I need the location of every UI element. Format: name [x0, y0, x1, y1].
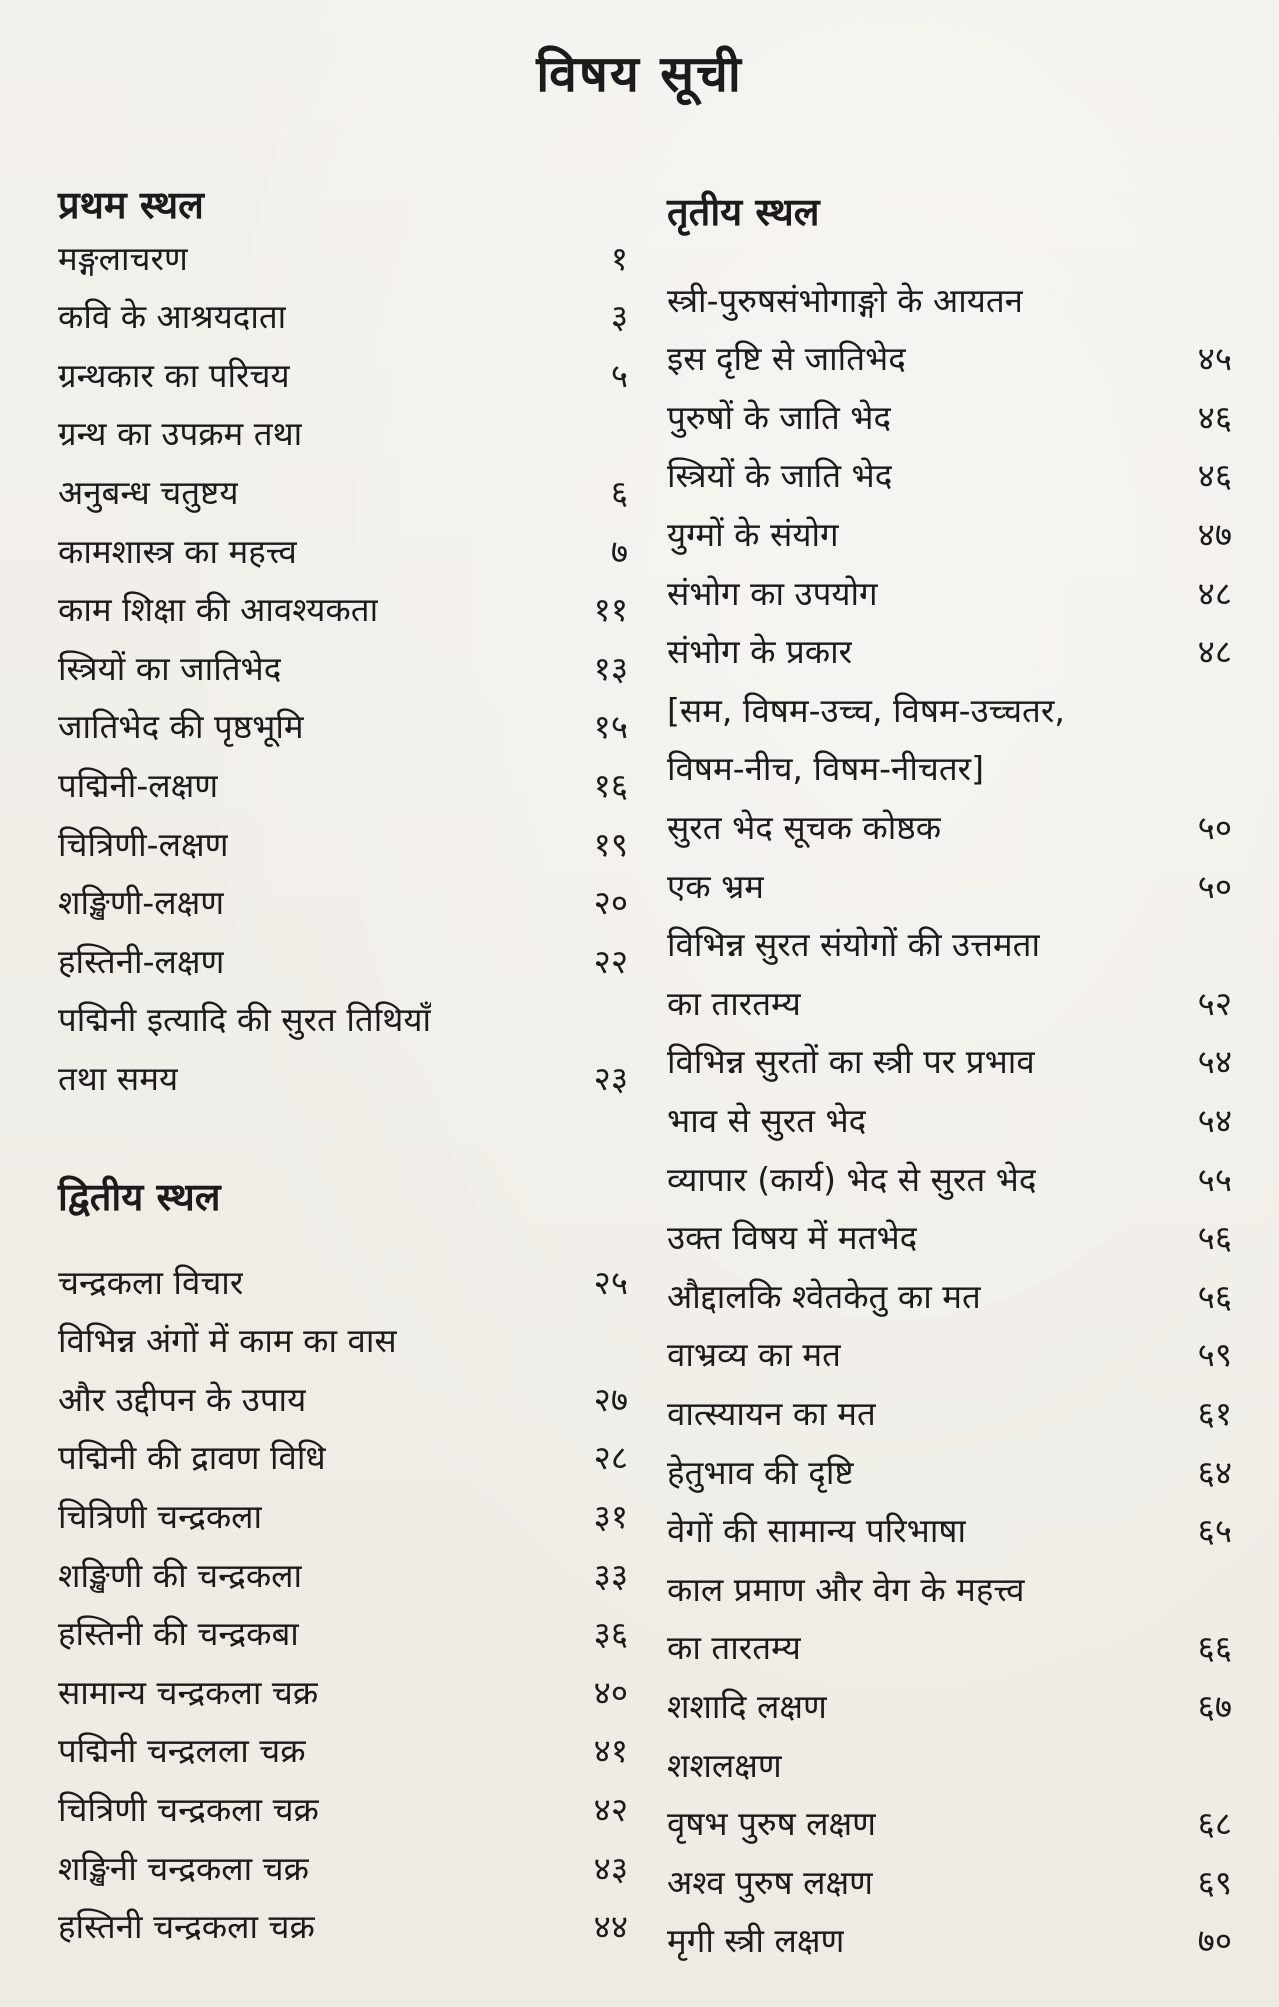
toc-entry-title: चित्रिणी चन्द्रकला चक्र: [58, 1789, 319, 1829]
toc-entry: [667, 1852, 1232, 1910]
toc-entry-title: स्त्रियों का जातिभेद: [58, 648, 282, 688]
toc-entry: [58, 1311, 628, 1369]
toc-entry-title: का तारतम्य: [667, 1628, 801, 1668]
toc-entry-title: वात्स्यायन का मत: [667, 1393, 876, 1433]
toc-entry: [58, 462, 628, 520]
toc-entry-page-number: ४३: [593, 1848, 628, 1888]
toc-entry: [667, 1325, 1232, 1383]
toc-entry-page-number: ५४: [1197, 1100, 1232, 1140]
toc-entry-page-number: ५२: [1197, 983, 1232, 1023]
toc-entry-title: विषम-नीच, विषम-नीचतर]: [667, 749, 985, 789]
toc-entry-title: मङ्गलाचरण: [58, 238, 188, 278]
toc-entry: [58, 1779, 628, 1837]
toc-entry: [667, 622, 1232, 680]
toc-entry: [58, 1486, 628, 1544]
toc-entry-title: सुरत भेद सूचक कोष्ठक: [667, 807, 942, 847]
toc-entry-page-number: ६१: [1197, 1393, 1232, 1433]
toc-entry: [58, 638, 628, 696]
toc-entry-title: हेतुभाव की दृष्टि: [667, 1452, 854, 1492]
toc-entry: [58, 931, 628, 989]
toc-entry: [58, 345, 628, 403]
toc-entry: [667, 1383, 1232, 1441]
toc-entry: [667, 973, 1232, 1031]
toc-entry-page-number: ५०: [1197, 866, 1232, 906]
toc-entry-title: वृषभ पुरुष लक्षण: [667, 1804, 877, 1844]
toc-entry-page-number: ५६: [1197, 1276, 1232, 1316]
toc-entry-title: औद्दालकि श्वेतकेतु का मत: [667, 1276, 981, 1316]
toc-entry: [667, 1032, 1232, 1090]
toc-entry-title: शशलक्षण: [667, 1745, 782, 1785]
toc-entry-title: विभिन्न सुरत संयोगों की उत्तमता: [667, 925, 1041, 965]
toc-entry-title: वाभ्रव्य का मत: [667, 1335, 841, 1375]
toc-entry-title: पद्मिनी-लक्षण: [58, 765, 219, 805]
toc-entry-page-number: ६८: [1197, 1804, 1232, 1844]
toc-entry: [58, 521, 628, 579]
toc-entry-page-number: ४६: [1197, 397, 1232, 437]
toc-entry: [58, 873, 628, 931]
toc-entry-page-number: ६४: [1197, 1452, 1232, 1492]
toc-entry-page-number: ५६: [1197, 1218, 1232, 1258]
toc-entry-title: और उद्दीपन के उपाय: [58, 1379, 307, 1419]
toc-entry-title: वेगों की सामान्य परिभाषा: [667, 1511, 967, 1551]
toc-entry-page-number: ४१: [593, 1731, 628, 1771]
toc-entry-title: [सम, विषम-उच्च, विषम-उच्चतर,: [667, 690, 1065, 730]
toc-entry: [667, 1676, 1232, 1734]
toc-entry-page-number: ५०: [1197, 807, 1232, 847]
toc-entry-page-number: ४८: [1197, 632, 1232, 672]
toc-entry-title: पद्मिनी इत्यादि की सुरत तिथियाँ: [58, 1000, 432, 1040]
toc-entry-page-number: २८: [593, 1438, 628, 1478]
toc-entry: [58, 1721, 628, 1779]
toc-entry-title: युग्मों के संयोग: [667, 514, 839, 554]
toc-entry-title: शङ्खिणी-लक्षण: [58, 883, 225, 923]
toc-entry-page-number: ४४: [593, 1907, 628, 1947]
toc-entry-page-number: २७: [593, 1379, 628, 1419]
toc-entry: [58, 990, 628, 1048]
toc-entry-page-number: ५९: [1197, 1335, 1232, 1375]
toc-entry: [667, 446, 1232, 504]
toc-entry: [667, 915, 1232, 973]
toc-entry-title: भाव से सुरत भेद: [667, 1100, 867, 1140]
toc-entry-page-number: ४८: [1197, 573, 1232, 613]
section-heading: प्रथम स्थल: [58, 183, 204, 227]
toc-entry-title: सामान्य चन्द्रकला चक्र: [58, 1672, 319, 1712]
toc-entry: [58, 1048, 628, 1106]
toc-entry: [667, 1149, 1232, 1207]
toc-entry: [667, 1442, 1232, 1500]
toc-entry-title: शङ्खिनी चन्द्रकला चक्र: [58, 1848, 309, 1888]
toc-entry-title: स्त्रियों के जाति भेद: [667, 456, 893, 496]
toc-entry: [58, 1604, 628, 1662]
toc-entry-page-number: ७: [610, 531, 628, 571]
toc-entry: [58, 287, 628, 345]
toc-entry-title: ग्रन्थकार का परिचय: [58, 355, 290, 395]
toc-entry-title: चित्रिणी-लक्षण: [58, 824, 229, 864]
toc-entry-page-number: ६९: [1197, 1862, 1232, 1902]
toc-entry-page-number: १३: [593, 648, 628, 688]
toc-entry-page-number: ३१: [593, 1496, 628, 1536]
toc-entry-page-number: ५: [610, 355, 628, 395]
toc-entry: [58, 1662, 628, 1720]
toc-entry-title: मृगी स्त्री लक्षण: [667, 1921, 845, 1961]
toc-entry-title: शङ्खिणी की चन्द्रकला: [58, 1555, 303, 1595]
toc-entry-title: काल प्रमाण और वेग के महत्त्व: [667, 1569, 1025, 1609]
toc-entry: [667, 797, 1232, 855]
toc-entry: [667, 329, 1232, 387]
toc-entry: [667, 739, 1232, 797]
toc-entry-page-number: ३३: [593, 1555, 628, 1595]
toc-entry: [667, 856, 1232, 914]
toc-entry-title: कवि के आश्रयदाता: [58, 297, 287, 337]
toc-entry: [58, 814, 628, 872]
toc-entry-page-number: ५४: [1197, 1042, 1232, 1082]
toc-entry-page-number: २०: [593, 883, 628, 923]
toc-entry-page-number: २५: [593, 1262, 628, 1302]
toc-entry: [58, 580, 628, 638]
toc-entry: [667, 504, 1232, 562]
toc-entry-title: हस्तिनी की चन्द्रकबा: [58, 1614, 299, 1654]
toc-entry-page-number: ३: [610, 297, 628, 337]
toc-entry: [667, 563, 1232, 621]
toc-entry-title: एक भ्रम: [667, 866, 765, 906]
toc-entry: [667, 1794, 1232, 1852]
toc-entry: [667, 1090, 1232, 1148]
toc-entry: [58, 228, 628, 286]
toc-entry: [667, 680, 1232, 738]
toc-entry-page-number: ७०: [1197, 1921, 1232, 1961]
toc-entry: [58, 1897, 628, 1955]
toc-entry-page-number: १९: [593, 824, 628, 864]
toc-entry-title: स्त्री-पुरुषसंभोगाङ्गो के आयतन: [667, 280, 1023, 320]
toc-entry-title: पुरुषों के जाति भेद: [667, 397, 892, 437]
toc-entry: [58, 404, 628, 462]
toc-entry-page-number: ६७: [1197, 1686, 1232, 1726]
toc-entry: [58, 1252, 628, 1310]
toc-entry-title: काम शिक्षा की आवश्यकता: [58, 590, 379, 630]
toc-entry-title: चित्रिणी चन्द्रकला: [58, 1496, 263, 1536]
toc-entry: [58, 1428, 628, 1486]
toc-entry-page-number: ६५: [1197, 1511, 1232, 1551]
toc-entry: [58, 1838, 628, 1896]
toc-entry-title: हस्तिनी-लक्षण: [58, 941, 225, 981]
toc-entry-title: संभोग का उपयोग: [667, 573, 878, 613]
toc-entry-title: अनुबन्ध चतुष्टय: [58, 472, 239, 512]
toc-entry-title: तथा समय: [58, 1058, 179, 1098]
toc-entry-title: शशादि लक्षण: [667, 1686, 827, 1726]
toc-entry-title: इस दृष्टि से जातिभेद: [667, 339, 906, 379]
toc-entry-page-number: ११: [593, 590, 628, 630]
toc-entry-title: चन्द्रकला विचार: [58, 1262, 244, 1302]
toc-entry-title: पद्मिनी चन्द्रलला चक्र: [58, 1731, 306, 1771]
toc-entry: [667, 387, 1232, 445]
section-heading: द्वितीय स्थल: [58, 1175, 221, 1219]
page-title: विषय सूची: [536, 45, 743, 103]
toc-entry-title: अश्व पुरुष लक्षण: [667, 1862, 874, 1902]
toc-entry-title: उक्त विषय में मतभेद: [667, 1218, 918, 1258]
toc-entry-page-number: १६: [593, 765, 628, 805]
toc-entry: [667, 1618, 1232, 1676]
toc-entry: [58, 697, 628, 755]
toc-entry-title: पद्मिनी की द्रावण विधि: [58, 1438, 326, 1478]
toc-entry-page-number: ५५: [1197, 1159, 1232, 1199]
toc-entry-title: ग्रन्थ का उपक्रम तथा: [58, 414, 303, 454]
toc-entry-page-number: ४२: [593, 1789, 628, 1829]
toc-entry-page-number: ३६: [593, 1614, 628, 1654]
section-heading: तृतीय स्थल: [667, 190, 820, 234]
toc-entry: [58, 755, 628, 813]
toc-entry-page-number: ६६: [1197, 1628, 1232, 1668]
toc-entry-page-number: २२: [593, 941, 628, 981]
toc-entry-title: विभिन्न सुरतों का स्त्री पर प्रभाव: [667, 1042, 1035, 1082]
toc-entry-page-number: ४५: [1197, 339, 1232, 379]
toc-entry-title: का तारतम्य: [667, 983, 801, 1023]
toc-entry-page-number: ६: [610, 472, 628, 512]
toc-entry-title: विभिन्न अंगों में काम का वास: [58, 1321, 397, 1361]
toc-entry: [58, 1545, 628, 1603]
toc-entry: [58, 1369, 628, 1427]
toc-entry-page-number: १: [610, 238, 628, 278]
toc-entry: [667, 1208, 1232, 1266]
toc-entry-page-number: १५: [593, 707, 628, 747]
toc-entry: [667, 1559, 1232, 1617]
toc-entry: [667, 1501, 1232, 1559]
toc-entry-page-number: ४०: [593, 1672, 628, 1712]
toc-entry: [667, 1911, 1232, 1969]
toc-entry-page-number: ४६: [1197, 456, 1232, 496]
toc-entry-title: कामशास्त्र का महत्त्व: [58, 531, 297, 571]
toc-entry-page-number: २३: [593, 1058, 628, 1098]
toc-entry-page-number: ४७: [1197, 514, 1232, 554]
toc-entry-title: हस्तिनी चन्द्रकला चक्र: [58, 1907, 315, 1947]
toc-entry-title: जातिभेद की पृष्ठभूमि: [58, 707, 304, 747]
toc-entry: [667, 1735, 1232, 1793]
toc-entry-title: व्यापार (कार्य) भेद से सुरत भेद: [667, 1159, 1037, 1199]
toc-entry: [667, 270, 1232, 328]
toc-entry: [667, 1266, 1232, 1324]
toc-entry-title: संभोग के प्रकार: [667, 632, 853, 672]
